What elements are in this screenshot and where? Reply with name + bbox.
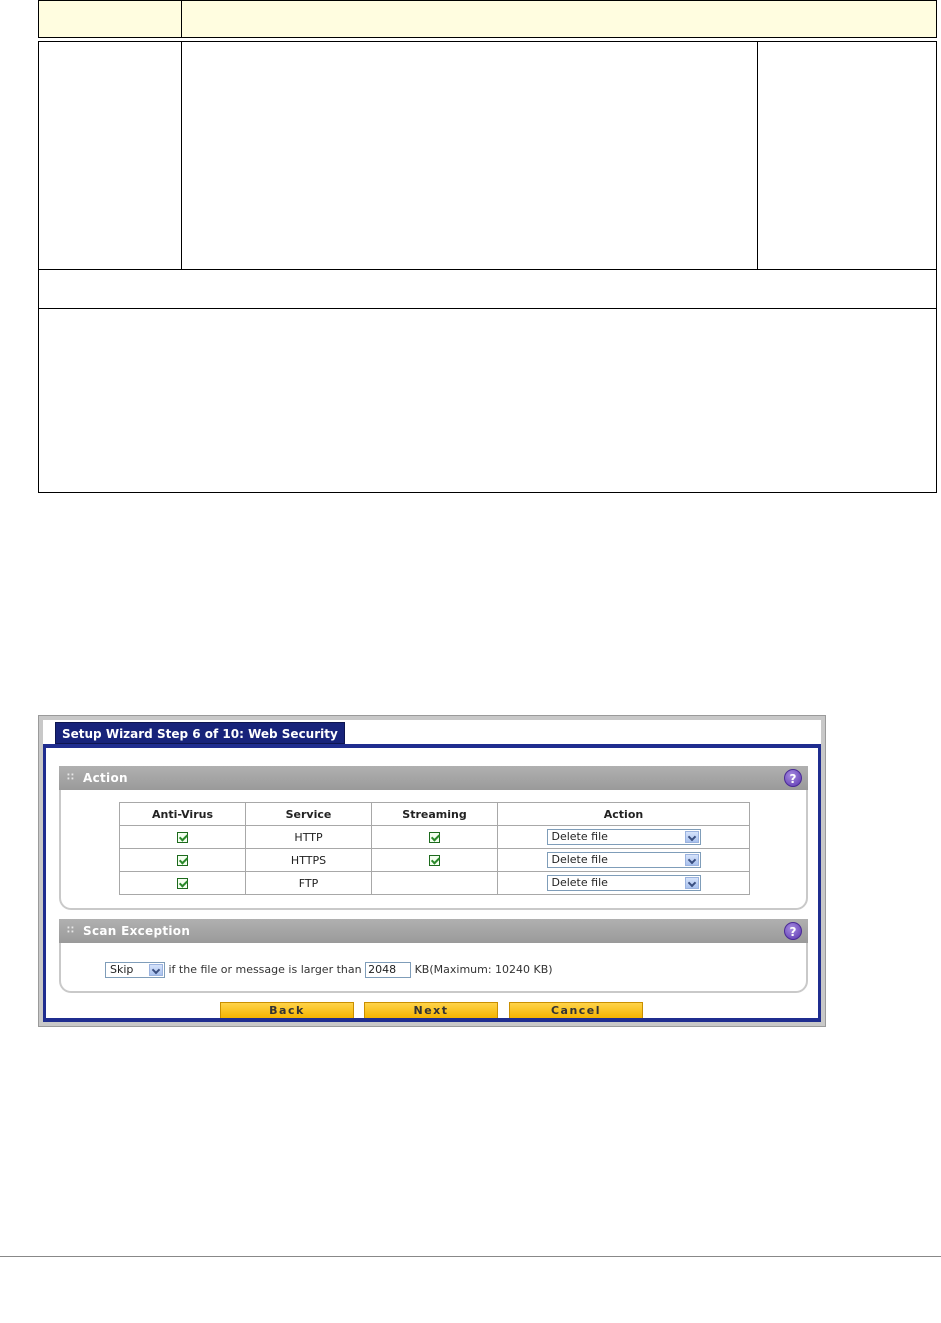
scan-exception-title: Scan Exception — [83, 924, 191, 938]
streaming-checkbox-http[interactable] — [429, 832, 440, 843]
wizard-bottom-bar — [43, 1018, 821, 1022]
action-section-title: Action — [83, 771, 128, 785]
help-icon[interactable]: ? — [784, 769, 802, 787]
column-divider — [181, 41, 182, 270]
table-row — [38, 41, 937, 270]
chevron-down-icon[interactable] — [685, 877, 699, 889]
wizard-screenshot — [38, 715, 826, 1027]
next-button[interactable]: Next — [364, 1002, 498, 1019]
chevron-down-icon[interactable] — [685, 854, 699, 866]
scan-exception-header — [59, 919, 808, 943]
back-button[interactable]: Back — [220, 1002, 354, 1019]
table-row — [38, 308, 937, 493]
header-divider — [181, 0, 182, 38]
streaming-checkbox-https[interactable] — [429, 855, 440, 866]
action-select-https[interactable]: Delete file — [547, 852, 701, 868]
wizard-tab[interactable]: Setup Wizard Step 6 of 10: Web Security — [55, 722, 345, 744]
service-cell: FTP — [246, 872, 372, 895]
wizard-window — [43, 720, 821, 1022]
scan-exception-row — [105, 962, 553, 978]
table-row — [120, 849, 750, 872]
service-cell: HTTPS — [246, 849, 372, 872]
footer-rule — [0, 1256, 941, 1257]
table-header-row — [120, 803, 750, 826]
anti-virus-checkbox-ftp[interactable] — [177, 878, 188, 889]
grip-icon: ∷ — [67, 925, 74, 936]
document-table — [38, 0, 937, 493]
action-select-http[interactable]: Delete file — [547, 829, 701, 845]
help-icon[interactable]: ? — [784, 922, 802, 940]
col-streaming: Streaming — [372, 803, 498, 826]
service-cell: HTTP — [246, 826, 372, 849]
size-input[interactable]: 2048 — [365, 962, 411, 978]
max-size-text: KB(Maximum: 10240 KB) — [414, 963, 553, 976]
column-divider — [757, 41, 758, 270]
col-action: Action — [498, 803, 750, 826]
scan-action-select[interactable]: Skip — [105, 962, 165, 978]
table-header-row — [38, 0, 937, 38]
cancel-button[interactable]: Cancel — [509, 1002, 643, 1019]
chevron-down-icon[interactable] — [685, 831, 699, 843]
col-service: Service — [246, 803, 372, 826]
action-select-ftp[interactable]: Delete file — [547, 875, 701, 891]
chevron-down-icon[interactable] — [149, 964, 163, 976]
table-row — [38, 269, 937, 309]
anti-virus-checkbox-http[interactable] — [177, 832, 188, 843]
table-row — [120, 826, 750, 849]
action-section-header — [59, 766, 808, 790]
table-row — [120, 872, 750, 895]
grip-icon: ∷ — [67, 772, 74, 783]
col-anti-virus: Anti-Virus — [120, 803, 246, 826]
action-table — [119, 802, 750, 895]
anti-virus-checkbox-https[interactable] — [177, 855, 188, 866]
condition-text: if the file or message is larger than — [168, 963, 362, 976]
streaming-cell-empty — [372, 872, 498, 895]
